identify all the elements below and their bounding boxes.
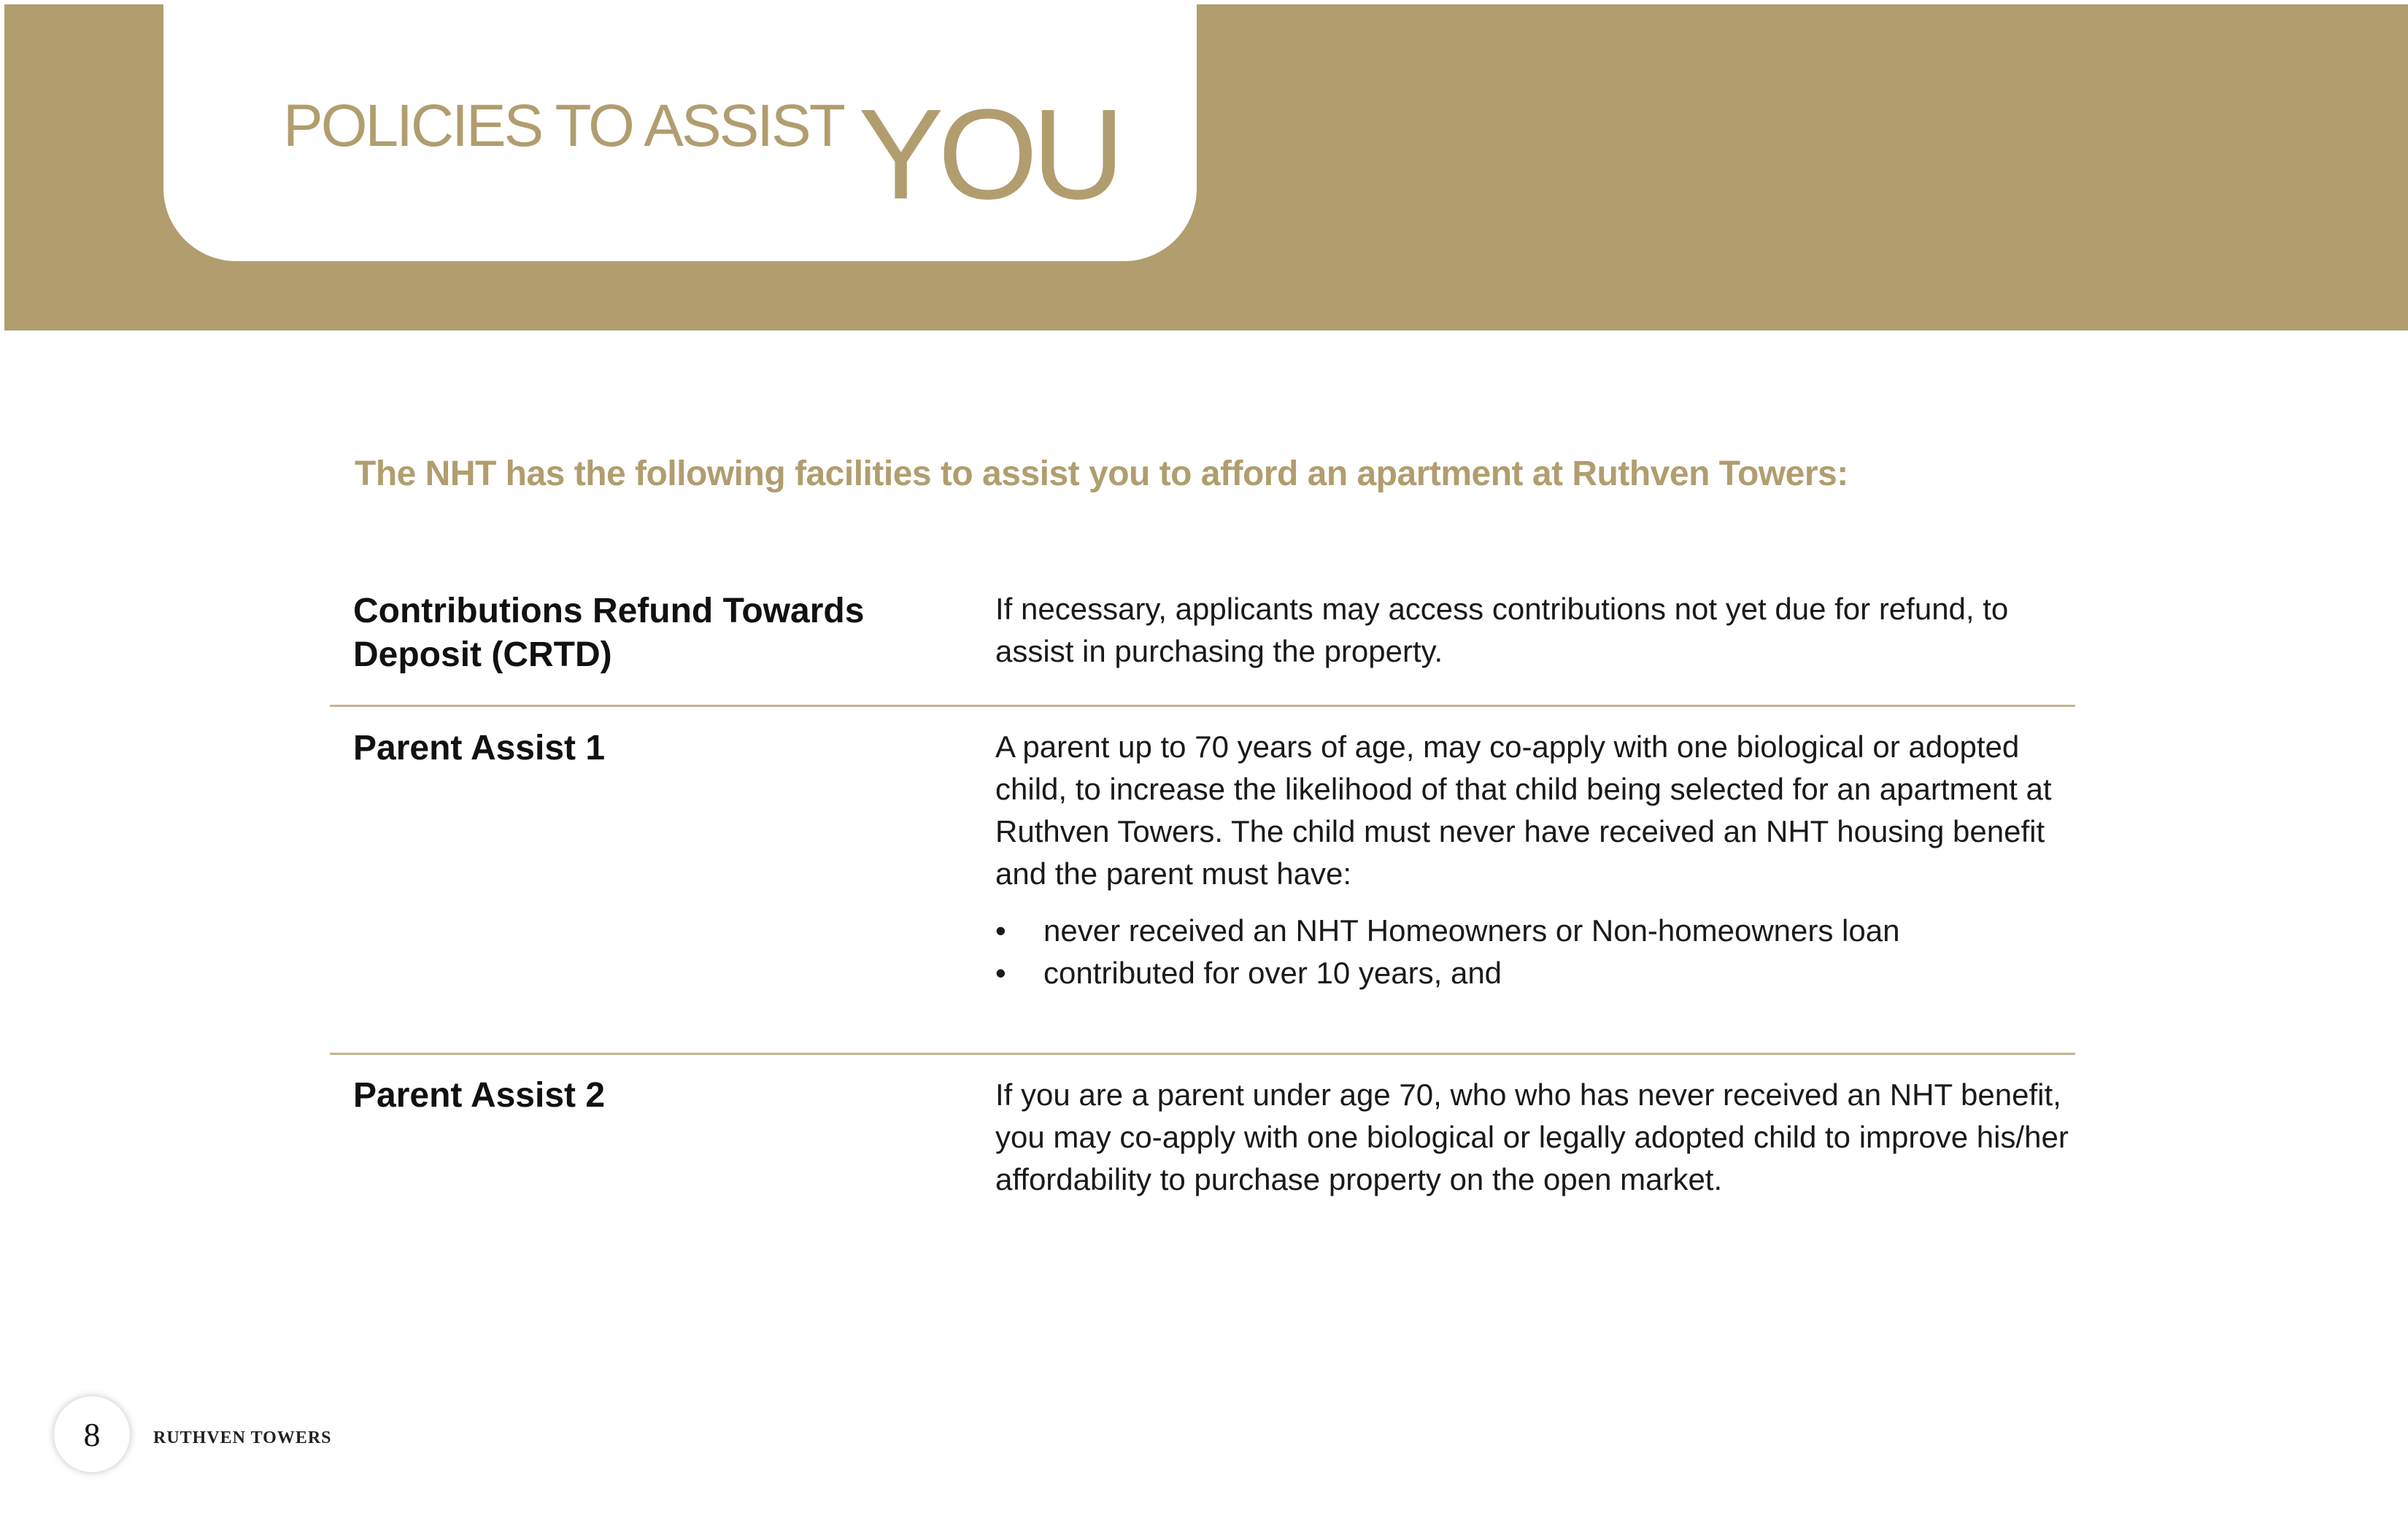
footer-brand: RUTHVEN TOWERS <box>153 1428 332 1447</box>
policy-description-text: If necessary, applicants may access contributions not yet due for refund, to assist in purchasing the property. <box>995 592 2009 668</box>
page-title: POLICIES TO ASSIST <box>283 93 844 159</box>
page-title-emphasis: YOU <box>858 83 1119 226</box>
bullet-icon: • <box>995 956 1006 990</box>
requirements-list <box>995 910 2075 994</box>
page-number: 8 <box>54 1396 130 1472</box>
policy-description-crtd <box>995 588 2075 673</box>
policy-title-parent-assist-1 <box>353 727 981 770</box>
row-divider <box>330 1053 2075 1055</box>
policy-title-line: Parent Assist 1 <box>353 729 606 767</box>
list-item <box>995 952 2075 994</box>
policy-description-parent-assist-2 <box>995 1074 2075 1201</box>
intro-heading: The NHT has the following facilities to assist you to afford an apartment at Ruthven Towers: <box>355 454 1848 493</box>
policy-title-line: Parent Assist 2 <box>353 1076 606 1115</box>
list-item-text: never received an NHT Homeowners or Non-homeowners loan <box>1043 913 1900 948</box>
policy-title-parent-assist-2 <box>353 1074 981 1118</box>
policy-title-line: Deposit (CRTD) <box>353 635 612 674</box>
list-item <box>995 910 2075 952</box>
policy-description-parent-assist-1 <box>995 726 2075 994</box>
bullet-icon: • <box>995 913 1006 948</box>
policy-description-text: If you are a parent under age 70, who who has never received an NHT benefit, you may co-apply with one biological or legally adopted child to improve his/her affordability to purchase property on the open market. <box>995 1078 2069 1196</box>
policy-description-text: A parent up to 70 years of age, may co-apply with one biological or adopted child, to increase the likelihood of that child being selected for an apartment at Ruthven Towers. The child must never have received an NHT housing benefit and the parent must have: <box>995 730 2052 891</box>
policy-title-crtd <box>353 589 981 677</box>
list-item-text: contributed for over 10 years, and <box>1043 956 1502 990</box>
row-divider <box>330 705 2075 707</box>
policy-title-line: Contributions Refund Towards <box>353 592 865 630</box>
